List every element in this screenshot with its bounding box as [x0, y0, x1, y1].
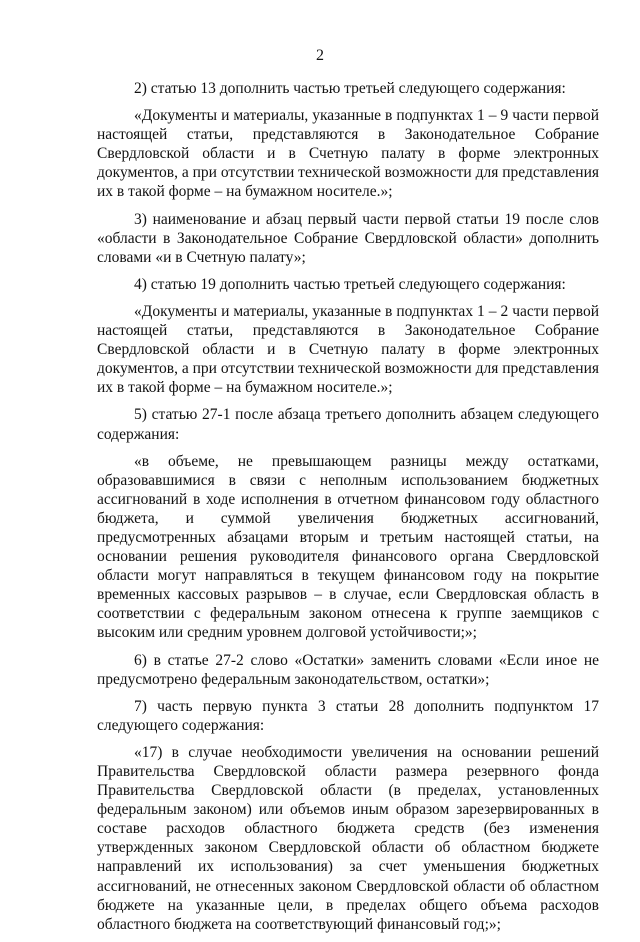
paragraph-quote-article-27-1: «в объеме, не превышающем разницы между остатками, образовавшимися в связи с неполным использованием бюджетных ассигнований в ходе исполнения в отчетном финансовом году областного бюджета, и суммой увеличения бюджетных ассигнований, предусмотренных абзацами вторым и третьим настоящей статьи, на основании решения руководителя финансового органа Свердловской области могут направляться в текущем финансовом году на покрытие временных кассовых разрывов – в случае, если Свердловская область в соответствии с федеральным законом отнесена к группе заемщиков с высоким или средним уровнем долговой устойчивости;»; — [97, 452, 599, 642]
paragraph-amendment-3: 3) наименование и абзац первый части первой статьи 19 после слов «области в Законодательное Собрание Свердловской области» дополнить словами «и в Счетную палату»; — [97, 210, 599, 266]
page-number: 2 — [316, 47, 324, 64]
paragraph-quote-article-13: «Документы и материалы, указанные в подпунктах 1 – 9 части первой настоящей статьи, представляются в Законодательное Собрание Свердловской области и в Счетную палату в форме электронных документов, а при отсутствии технической возможности для представления их в такой форме – на бумажном носителе.»; — [97, 107, 599, 201]
paragraph-quote-article-19: «Документы и материалы, указанные в подпунктах 1 – 2 части первой настоящей статьи, представляются в Законодательное Собрание Свердловской области и в Счетную палату в форме электронных документов, а при отсутствии технической возможности для представления их в такой форме – на бумажном носителе.»; — [97, 302, 599, 397]
paragraph-amendment-7: 7) часть первую пункта 3 статьи 28 дополнить подпунктом 17 следующего содержания: — [97, 697, 599, 734]
document-body — [97, 79, 599, 942]
paragraph-amendment-4: 4) статью 19 дополнить частью третьей следующего содержания: — [134, 275, 566, 293]
paragraph-amendment-2: 2) статью 13 дополнить частью третьей следующего содержания: — [134, 80, 566, 97]
paragraph-amendment-6: 6) в статье 27-2 слово «Остатки» заменить словами «Если иное не предусмотрено федеральным законодательством, остатки»; — [97, 651, 599, 688]
paragraph-quote-subitem-17: «17) в случае необходимости увеличения на основании решений Правительства Свердловской области размера резервного фонда Правительства Свердловской области (в пределах, установленных федеральным законом) или объемов иным образом зарезервированных в составе расходов областного бюджета средств (без изменения утвержденных законом Свердловской области об областном бюджете направлений их использования) за счет уменьшения бюджетных ассигнований, не отнесенных законом Свердловской области об областном бюджете на указанные цели, в пределах общего объема расходов областного бюджета на соответствующий финансовый год;»; — [97, 743, 599, 933]
paragraph-amendment-5: 5) статью 27-1 после абзаца третьего дополнить абзацем следующего содержания: — [97, 406, 599, 443]
